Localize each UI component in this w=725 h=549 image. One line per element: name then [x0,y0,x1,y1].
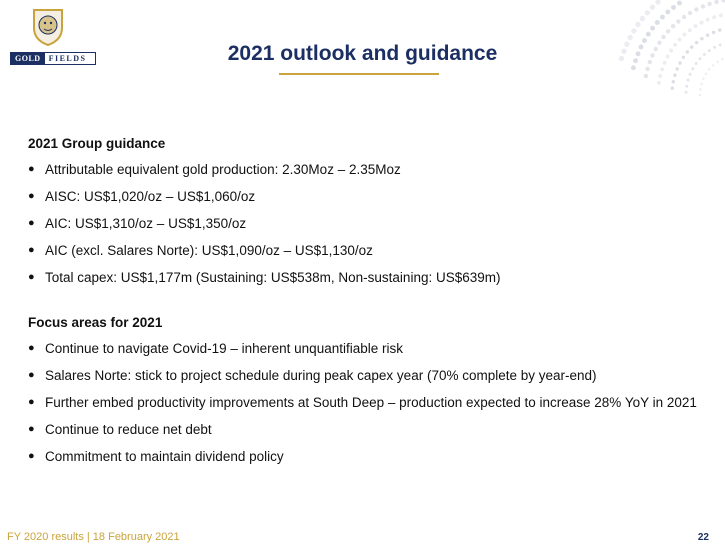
decorative-dot [687,79,690,82]
section-heading-focus: Focus areas for 2021 [28,315,163,330]
decorative-dot [644,74,648,78]
decorative-dot [678,38,682,42]
title-underline [279,73,439,75]
footer-text: FY 2020 results | 18 February 2021 [7,531,180,543]
decorative-dot [645,67,649,71]
bullet-dot-icon: ● [28,423,35,435]
decorative-dot [671,24,675,28]
decorative-dot [661,35,665,39]
bullet-text: Salares Norte: stick to project schedule during peak capex year (70% complete by year-end) [45,368,597,383]
decorative-dot [712,31,715,34]
decorative-dot [650,26,655,31]
bullet-text: Attributable equivalent gold production: 2.30Moz – 2.35Moz [45,162,401,177]
decorative-dot [683,33,687,37]
decorative-dot [655,0,660,5]
decorative-dot [706,18,710,22]
decorative-dot [719,13,723,17]
bullet-item [28,339,708,358]
bullet-dot-icon: ● [28,163,35,175]
bullet-text: AISC: US$1,020/oz – US$1,060/oz [45,189,256,204]
decorative-dot [705,73,707,75]
bullet-item [28,187,708,206]
decorative-dot [655,20,660,25]
bullet-text: Continue to reduce net debt [45,422,212,437]
bullet-dot-icon: ● [28,369,35,381]
decorative-dot [676,19,680,23]
decorative-dot [694,7,698,11]
decorative-dot [708,68,710,70]
bullet-dot-icon: ● [28,217,35,229]
logo-word-fields: FIELDS [48,54,87,63]
decorative-dot [673,74,676,77]
bullet-dot-icon: ● [28,244,35,256]
decorative-dot [660,15,665,20]
decorative-dot [714,0,718,4]
decorative-dot [706,34,709,37]
bullet-text: Further embed productivity improvements at South Deep – production expected to increase 28% YoY in 2021 [45,395,697,410]
decorative-dot [646,32,651,37]
bullet-item [28,447,708,466]
decorative-dot [672,80,675,83]
decorative-dot [707,2,711,6]
bullet-text: Commitment to maintain dividend policy [45,449,284,464]
decorative-dot [665,10,670,15]
bullet-item [28,268,708,287]
decorative-dot [628,35,633,40]
bullet-text: AIC: US$1,310/oz – US$1,350/oz [45,216,247,231]
decorative-dot [666,29,670,33]
slide-content [28,136,708,474]
decorative-dot [631,65,636,70]
decorative-dot [657,81,661,85]
bullet-item [28,420,708,439]
bullet-dot-icon: ● [28,271,35,283]
bullet-text: Total capex: US$1,177m (Sustaining: US$538m, Non-sustaining: US$639m) [45,270,501,285]
decorative-dot [640,16,645,21]
bullet-text: AIC (excl. Salares Norte): US$1,090/oz – US$1,130/oz [45,243,373,258]
decorative-dot [694,24,698,28]
decorative-dot [689,73,692,76]
page-number: 22 [697,532,709,543]
decorative-dot [688,11,692,15]
bullet-item [28,393,708,412]
decorative-dot [645,10,650,15]
decorative-dot [658,74,662,78]
decorative-dot [671,87,674,90]
decorative-dot [685,91,688,94]
decorative-dot [685,85,688,88]
decorative-dot [677,1,682,6]
decorative-dot [635,22,640,27]
decorative-dot [712,15,716,19]
bullet-dot-icon: ● [28,396,35,408]
section-spacer [28,295,708,315]
decorative-dot [660,67,664,71]
decorative-dot [631,28,636,33]
lion-emblem-icon [30,6,66,46]
bullet-item [28,366,708,385]
decorative-dot [650,5,655,10]
decorative-dot [688,28,692,32]
decorative-dot [676,67,679,70]
decorative-dot [701,4,705,8]
decorative-dot [721,0,725,3]
section-heading-guidance: 2021 Group guidance [28,136,166,151]
decorative-dot [682,15,686,19]
bullet-dot-icon: ● [28,190,35,202]
bullet-dot-icon: ● [28,450,35,462]
bullet-item [28,241,708,260]
decorative-dot [691,67,694,70]
decorative-dot [718,28,721,31]
decorative-dot [700,83,702,85]
bullet-item [28,214,708,233]
bullet-dot-icon: ● [28,342,35,354]
decorative-dot [699,94,701,96]
decorative-dot [699,88,701,90]
bullet-item [28,160,708,179]
bullet-text: Continue to navigate Covid-19 – inherent unquantifiable risk [45,341,403,356]
decorative-dot [700,21,704,25]
decorative-dot [671,5,676,10]
decorative-dot [702,78,704,80]
decorative-dot [700,37,703,40]
logo-word-gold: GOLD [11,53,45,64]
slide-title: 2021 outlook and guidance [227,42,498,65]
